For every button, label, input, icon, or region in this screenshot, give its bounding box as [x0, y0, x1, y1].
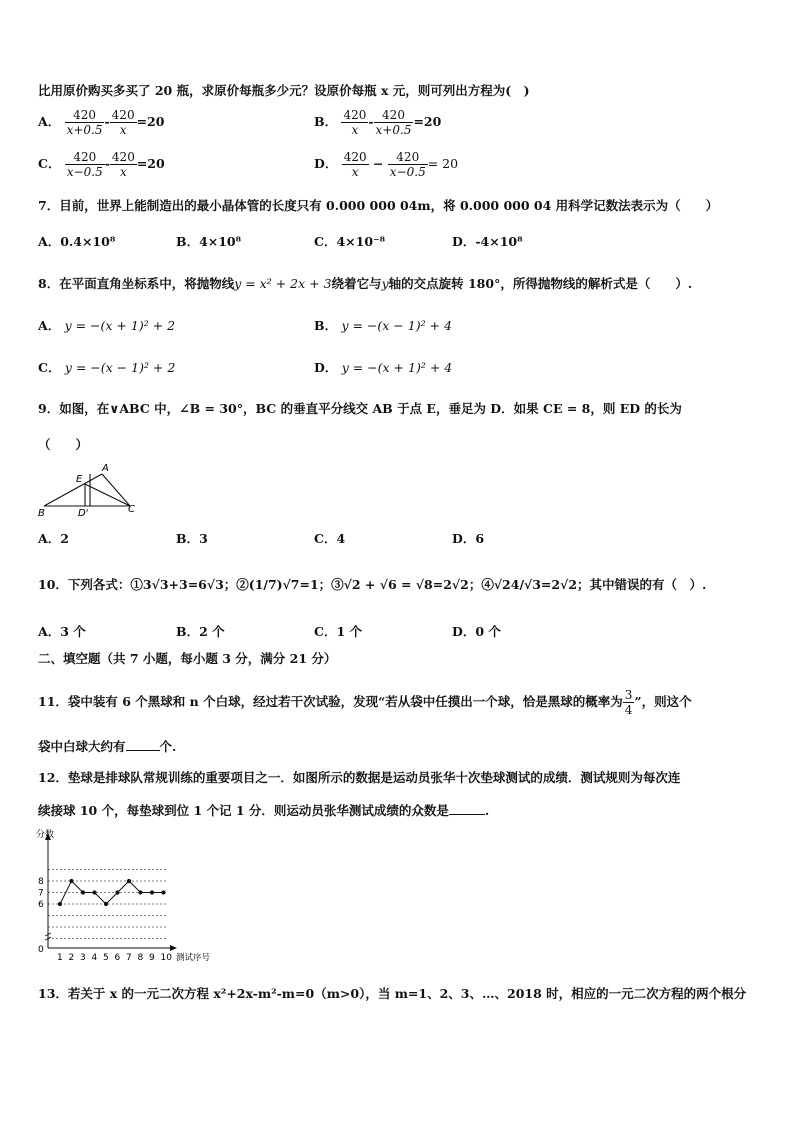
x-tick-label: 4	[91, 953, 98, 962]
q12-line1: 12．垫球是排球队常规训练的重要项目之一．如图所示的数据是运动员张华十次垫球测试的成绩．测试规则为每次连	[38, 770, 681, 785]
segment-ba	[44, 474, 102, 506]
q6-stem: 比用原价购买多买了 20 瓶，求原价每瓶多少元？设原价每瓶 x 元，则可列出方程为( )	[38, 83, 530, 98]
q7-option-b: B．4×10⁸	[176, 234, 242, 249]
q8-option-a: A． y = −(x + 1)² + 2	[38, 318, 176, 333]
q6-option-a: A． $\frac{420}{x+0.5}$ - $\frac{420}{x}$ =20	[38, 108, 165, 137]
q12-line2: 续接球 10 个，每垫球到位 1 个记 1 分．则运动员张华测试成绩的众数是 .	[38, 803, 490, 818]
x-tick-label: 10	[160, 953, 172, 962]
q8-option-c: C． y = −(x − 1)² + 2	[38, 360, 176, 375]
q10-option-a: A．3 个	[38, 624, 86, 639]
y-axis-title: 分数	[36, 830, 55, 840]
q9-paren: （ ）	[38, 437, 89, 452]
data-point	[58, 902, 62, 906]
q9-option-d: D．6	[452, 531, 485, 546]
x-tick-label: 2	[68, 953, 75, 962]
data-point	[81, 890, 85, 894]
q7-stem: 7．目前，世界上能制造出的最小晶体管的长度只有 0.000 000 04m，将 0.000 000 04 用科学记数法表示为（ ）	[38, 198, 719, 213]
q9-option-a: A．2	[38, 531, 69, 546]
x-tick-label: 3	[80, 953, 86, 962]
x-tick-label: 1	[57, 953, 63, 962]
origin-label: 0	[38, 945, 44, 955]
label-d: D'	[78, 508, 89, 518]
q10-option-d: D．0 个	[452, 624, 501, 639]
q7-option-c: C．4×10⁻⁸	[314, 234, 386, 249]
q13-line1: 13．若关于 x 的一元二次方程 x²+2x-m²-m=0（m>0），当 m=1、2、3、…、2018 时，相应的一元二次方程的两个根分	[38, 986, 747, 1001]
label-a: A	[102, 463, 109, 474]
q9-option-c: C．4	[314, 531, 346, 546]
data-point	[138, 890, 142, 894]
answer-blank	[449, 814, 485, 815]
segment-ac	[102, 474, 130, 506]
y-tick-label: 6	[38, 900, 44, 910]
label-b: B	[38, 508, 45, 518]
x-tick-label: 5	[103, 953, 109, 962]
y-tick-label: 8	[38, 877, 44, 887]
q6-option-d: D． $\frac{420}{x}$ − $\frac{420}{x-0.5}$ = 20	[314, 150, 459, 179]
data-point	[161, 890, 165, 894]
data-point	[127, 879, 131, 883]
x-axis-title: 测试序号	[176, 953, 211, 962]
section-heading: 二、填空题（共 7 小题，每小题 3 分，满分 21 分）	[38, 651, 337, 666]
q6-option-c: C． $\frac{420}{x-0.5}$ - $\frac{420}{x}$ =20	[38, 150, 165, 179]
answer-blank	[126, 750, 160, 751]
q7-option-d: D．-4×10⁸	[452, 234, 523, 249]
y-tick-label: 7	[38, 888, 44, 899]
x-tick-label: 6	[114, 953, 121, 962]
x-tick-label: 7	[126, 953, 132, 962]
label-c: C	[128, 504, 135, 515]
data-point	[115, 890, 119, 894]
q10-option-b: B．2 个	[176, 624, 225, 639]
x-tick-label: 8	[137, 953, 144, 962]
q8-stem: 8．在平面直角坐标系中，将抛物线y = x² + 2x + 3绕着它与y轴的交点旋转 180°，所得抛物线的解析式是（ ）.	[38, 276, 693, 291]
data-point	[104, 902, 108, 906]
triangle-figure	[38, 462, 148, 518]
q11-line2: 袋中白球大约有 个.	[38, 739, 177, 754]
q9-stem: 9．如图，在∨ABC 中，∠B = 30°，BC 的垂直平分线交 AB 于点 E，垂足为 D．如果 CE = 8，则 ED 的长为	[38, 401, 682, 416]
q10-option-c: C．1 个	[314, 624, 362, 639]
x-axis-arrow-icon	[170, 945, 177, 951]
probability-fraction: $\frac{3}{4}$	[624, 688, 633, 717]
q8-option-b: B． y = −(x − 1)² + 4	[314, 318, 452, 333]
data-point	[69, 879, 73, 883]
series-line	[60, 881, 164, 904]
segment-ec	[85, 484, 130, 506]
q9-option-b: B．3	[176, 531, 208, 546]
x-tick-label: 9	[149, 953, 155, 962]
data-point	[92, 890, 96, 894]
q8-option-d: D． y = −(x + 1)² + 4	[314, 360, 453, 375]
data-point	[150, 890, 154, 894]
label-e: E	[76, 474, 83, 485]
q7-option-a: A．0.4×10⁸	[38, 234, 116, 249]
q6-option-b: B． $\frac{420}{x}$ - $\frac{420}{x+0.5}$ =20	[314, 108, 442, 137]
q10-stem: 10．下列各式：①3√3+3=6√3；②(1/7)√7=1；③√2 + √6 = √8=2√2；④√24/√3=2√2；其中错误的有（ ）.	[38, 577, 707, 592]
score-line-chart	[34, 828, 224, 962]
q11-line1: 11．袋中装有 6 个黑球和 n 个白球，经过若干次试验，发现“若从袋中任摸出一个球，恰是黑球的概率为 $\frac{3}{4}$ ”，则这个	[38, 688, 692, 717]
